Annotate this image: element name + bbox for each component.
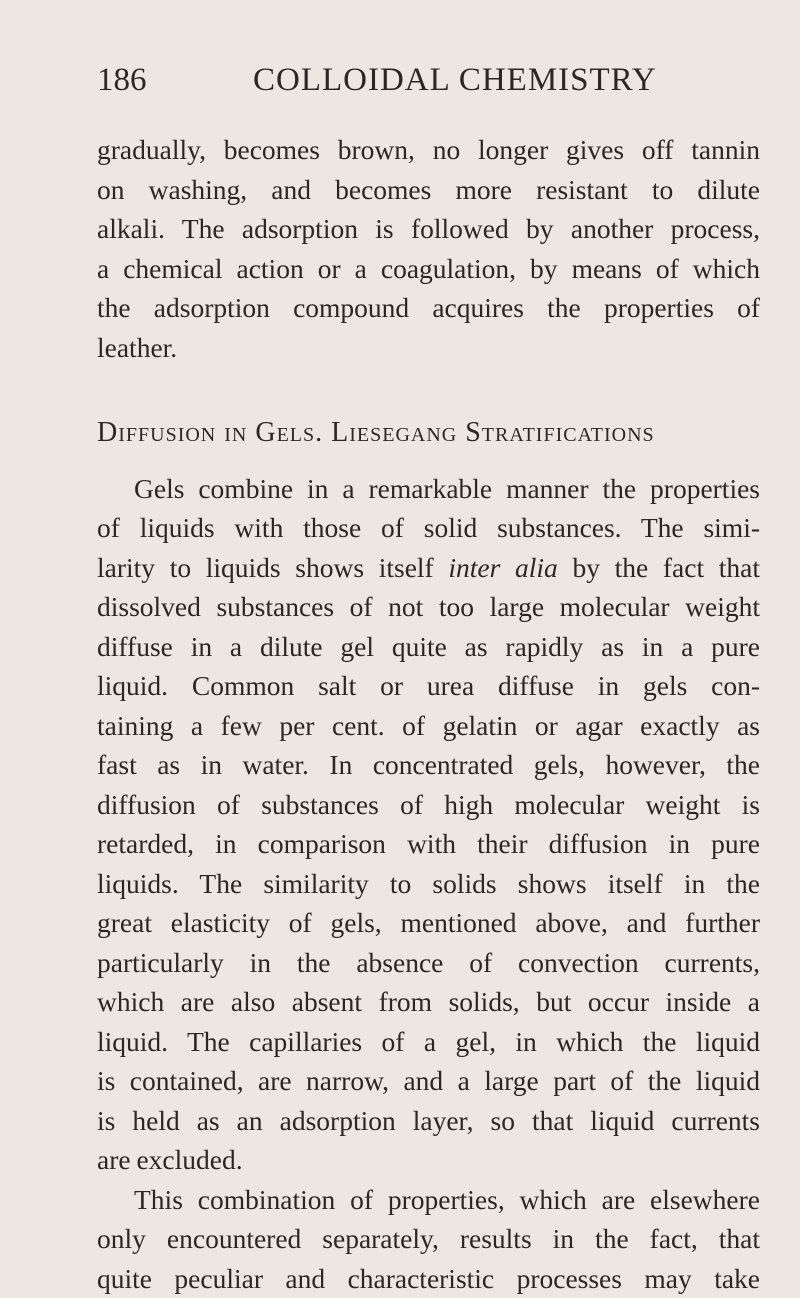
text-line: Gels combine in a remarkable manner the properties	[97, 469, 760, 509]
text-line: gradually, becomes brown, no longer gives off tannin	[97, 130, 760, 170]
text-line: dissolved substances of not too large molecular weight	[97, 587, 760, 627]
section-heading: Diffusion in Gels. Liesegang Stratifications	[97, 413, 760, 453]
text-line: great elasticity of gels, mentioned above, and further	[97, 903, 760, 943]
text-line: the adsorption compound acquires the properties of	[97, 288, 760, 328]
text-line: is held as an adsorption layer, so that liquid currents	[97, 1101, 760, 1141]
text-line: liquids. The similarity to solids shows itself in the	[97, 864, 760, 904]
text-line: alkali. The adsorption is followed by another process,	[97, 209, 760, 249]
paragraph-2	[97, 469, 760, 1180]
text-line: quite peculiar and characteristic processes may take	[97, 1259, 760, 1298]
text-line: taining a few per cent. of gelatin or agar exactly as	[97, 706, 760, 746]
italic-phrase: inter alia	[448, 552, 557, 583]
running-head: COLLOIDAL CHEMISTRY	[253, 62, 657, 99]
text-line: is contained, are narrow, and a large part of the liquid	[97, 1061, 760, 1101]
text-line: leather.	[97, 328, 760, 368]
text-line: on washing, and becomes more resistant to dilute	[97, 170, 760, 210]
text-line: of liquids with those of solid substances. The simi-	[97, 508, 760, 548]
text-fragment: by the fact that	[558, 552, 760, 583]
text-line: particularly in the absence of convection currents,	[97, 943, 760, 983]
paragraph-1	[97, 130, 760, 367]
text-line: are excluded.	[97, 1140, 760, 1180]
text-line: diffuse in a dilute gel quite as rapidly as in a pure	[97, 627, 760, 667]
text-line: which are also absent from solids, but occur inside a	[97, 982, 760, 1022]
text-line: a chemical action or a coagulation, by means of which	[97, 249, 760, 289]
text-line: fast as in water. In concentrated gels, however, the	[97, 745, 760, 785]
page-number: 186	[97, 62, 147, 99]
text-line: retarded, in comparison with their diffusion in pure	[97, 824, 760, 864]
text-line: liquid. Common salt or urea diffuse in gels con-	[97, 666, 760, 706]
text-line: liquid. The capillaries of a gel, in which the liquid	[97, 1022, 760, 1062]
text-line: only encountered separately, results in the fact, that	[97, 1219, 760, 1259]
text-line: This combination of properties, which are elsewhere	[97, 1180, 760, 1220]
paragraph-3	[97, 1180, 760, 1298]
text-line	[97, 548, 760, 588]
page-body	[97, 130, 760, 1298]
text-line: diffusion of substances of high molecular weight is	[97, 785, 760, 825]
text-fragment: larity to liquids shows itself	[97, 552, 448, 583]
page-header	[97, 62, 707, 106]
